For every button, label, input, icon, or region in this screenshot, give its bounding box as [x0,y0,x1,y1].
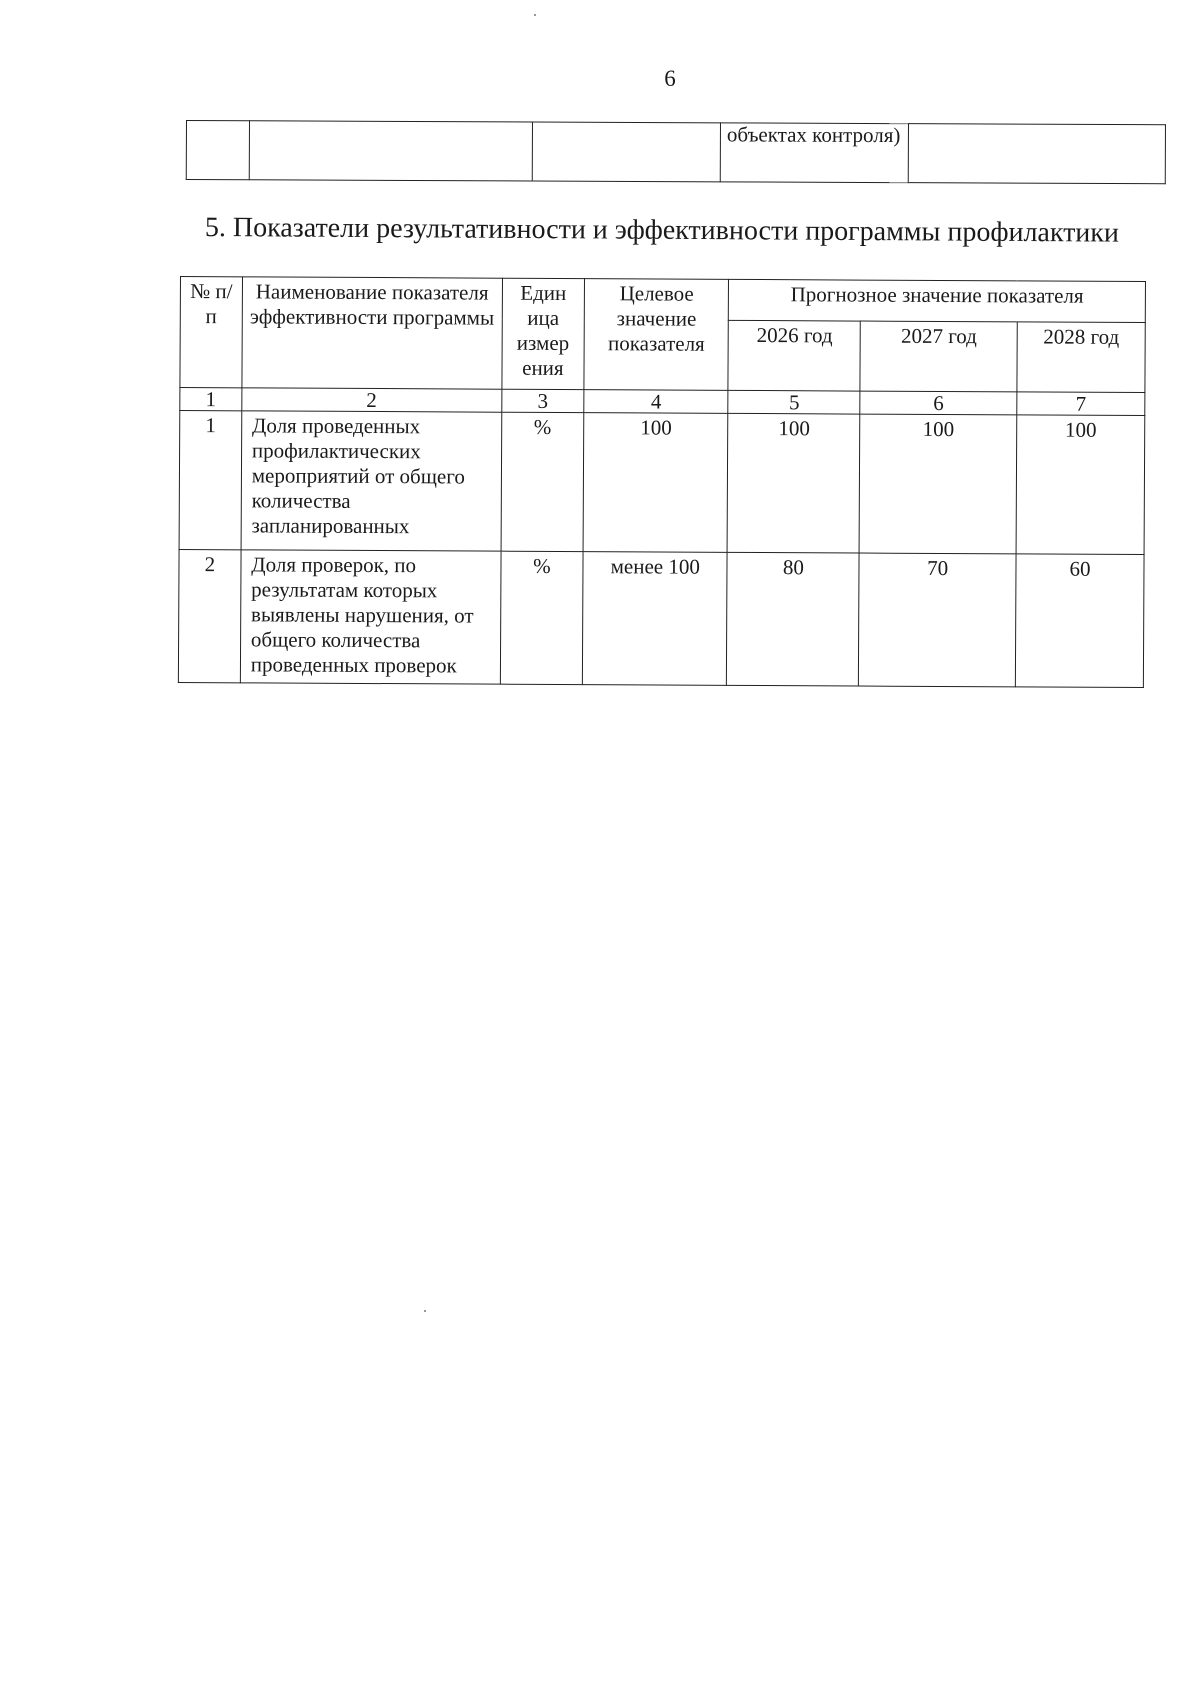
table-cell [908,124,1165,184]
row-unit: % [500,551,583,684]
row-2028: 60 [1015,554,1144,688]
table-row [179,411,1145,555]
column-number: 1 [180,388,242,411]
header-forecast: Прогнозное значение показателя [729,279,1146,322]
header-name: Наименование показателя эффективности программы [242,277,502,389]
row-2027: 70 [859,553,1016,687]
indicators-table [178,276,1146,688]
table-cell [532,122,720,182]
row-name: Доля проверок, по результатам которых выявлены нарушения, от общего количества проведенных проверок [240,550,500,684]
header-year-2027: 2027 год [860,321,1017,392]
header-year-2026: 2026 год [728,320,860,391]
row-unit: % [501,412,584,551]
header-num: № п/п [180,277,242,388]
header-unit: Един ица измер ения [502,278,585,389]
header-year-2028: 2028 год [1017,322,1145,393]
table-cell: объектах контроля) [720,123,908,183]
row-2028: 100 [1016,415,1145,555]
column-number: 6 [860,391,1017,415]
continuation-table [186,120,1166,184]
row-name: Доля проведенных профилактических мероприятий от общего количества запланированных [241,411,502,551]
table-row [186,121,1165,184]
column-number: 3 [501,389,584,412]
row-num: 2 [178,549,241,682]
scan-artifact [534,14,536,16]
row-2026: 100 [727,413,860,553]
column-number: 4 [584,390,728,414]
row-target: 100 [583,413,728,553]
table-row [178,549,1144,687]
column-number: 7 [1017,392,1145,416]
row-2026: 80 [727,552,860,686]
row-2027: 100 [859,414,1016,554]
header-target: Целевое значение показателя [584,279,729,391]
header-row [180,277,1145,323]
column-number: 5 [728,390,860,414]
column-number: 2 [242,388,502,412]
row-num: 1 [179,411,242,550]
page-number: 6 [664,66,676,91]
scan-artifact [424,1310,426,1312]
table-cell [186,121,249,180]
row-target: менее 100 [582,552,727,686]
section-title: 5. Показатели результативности и эффективности программы профилактики [204,212,1120,249]
table-cell [249,121,532,181]
